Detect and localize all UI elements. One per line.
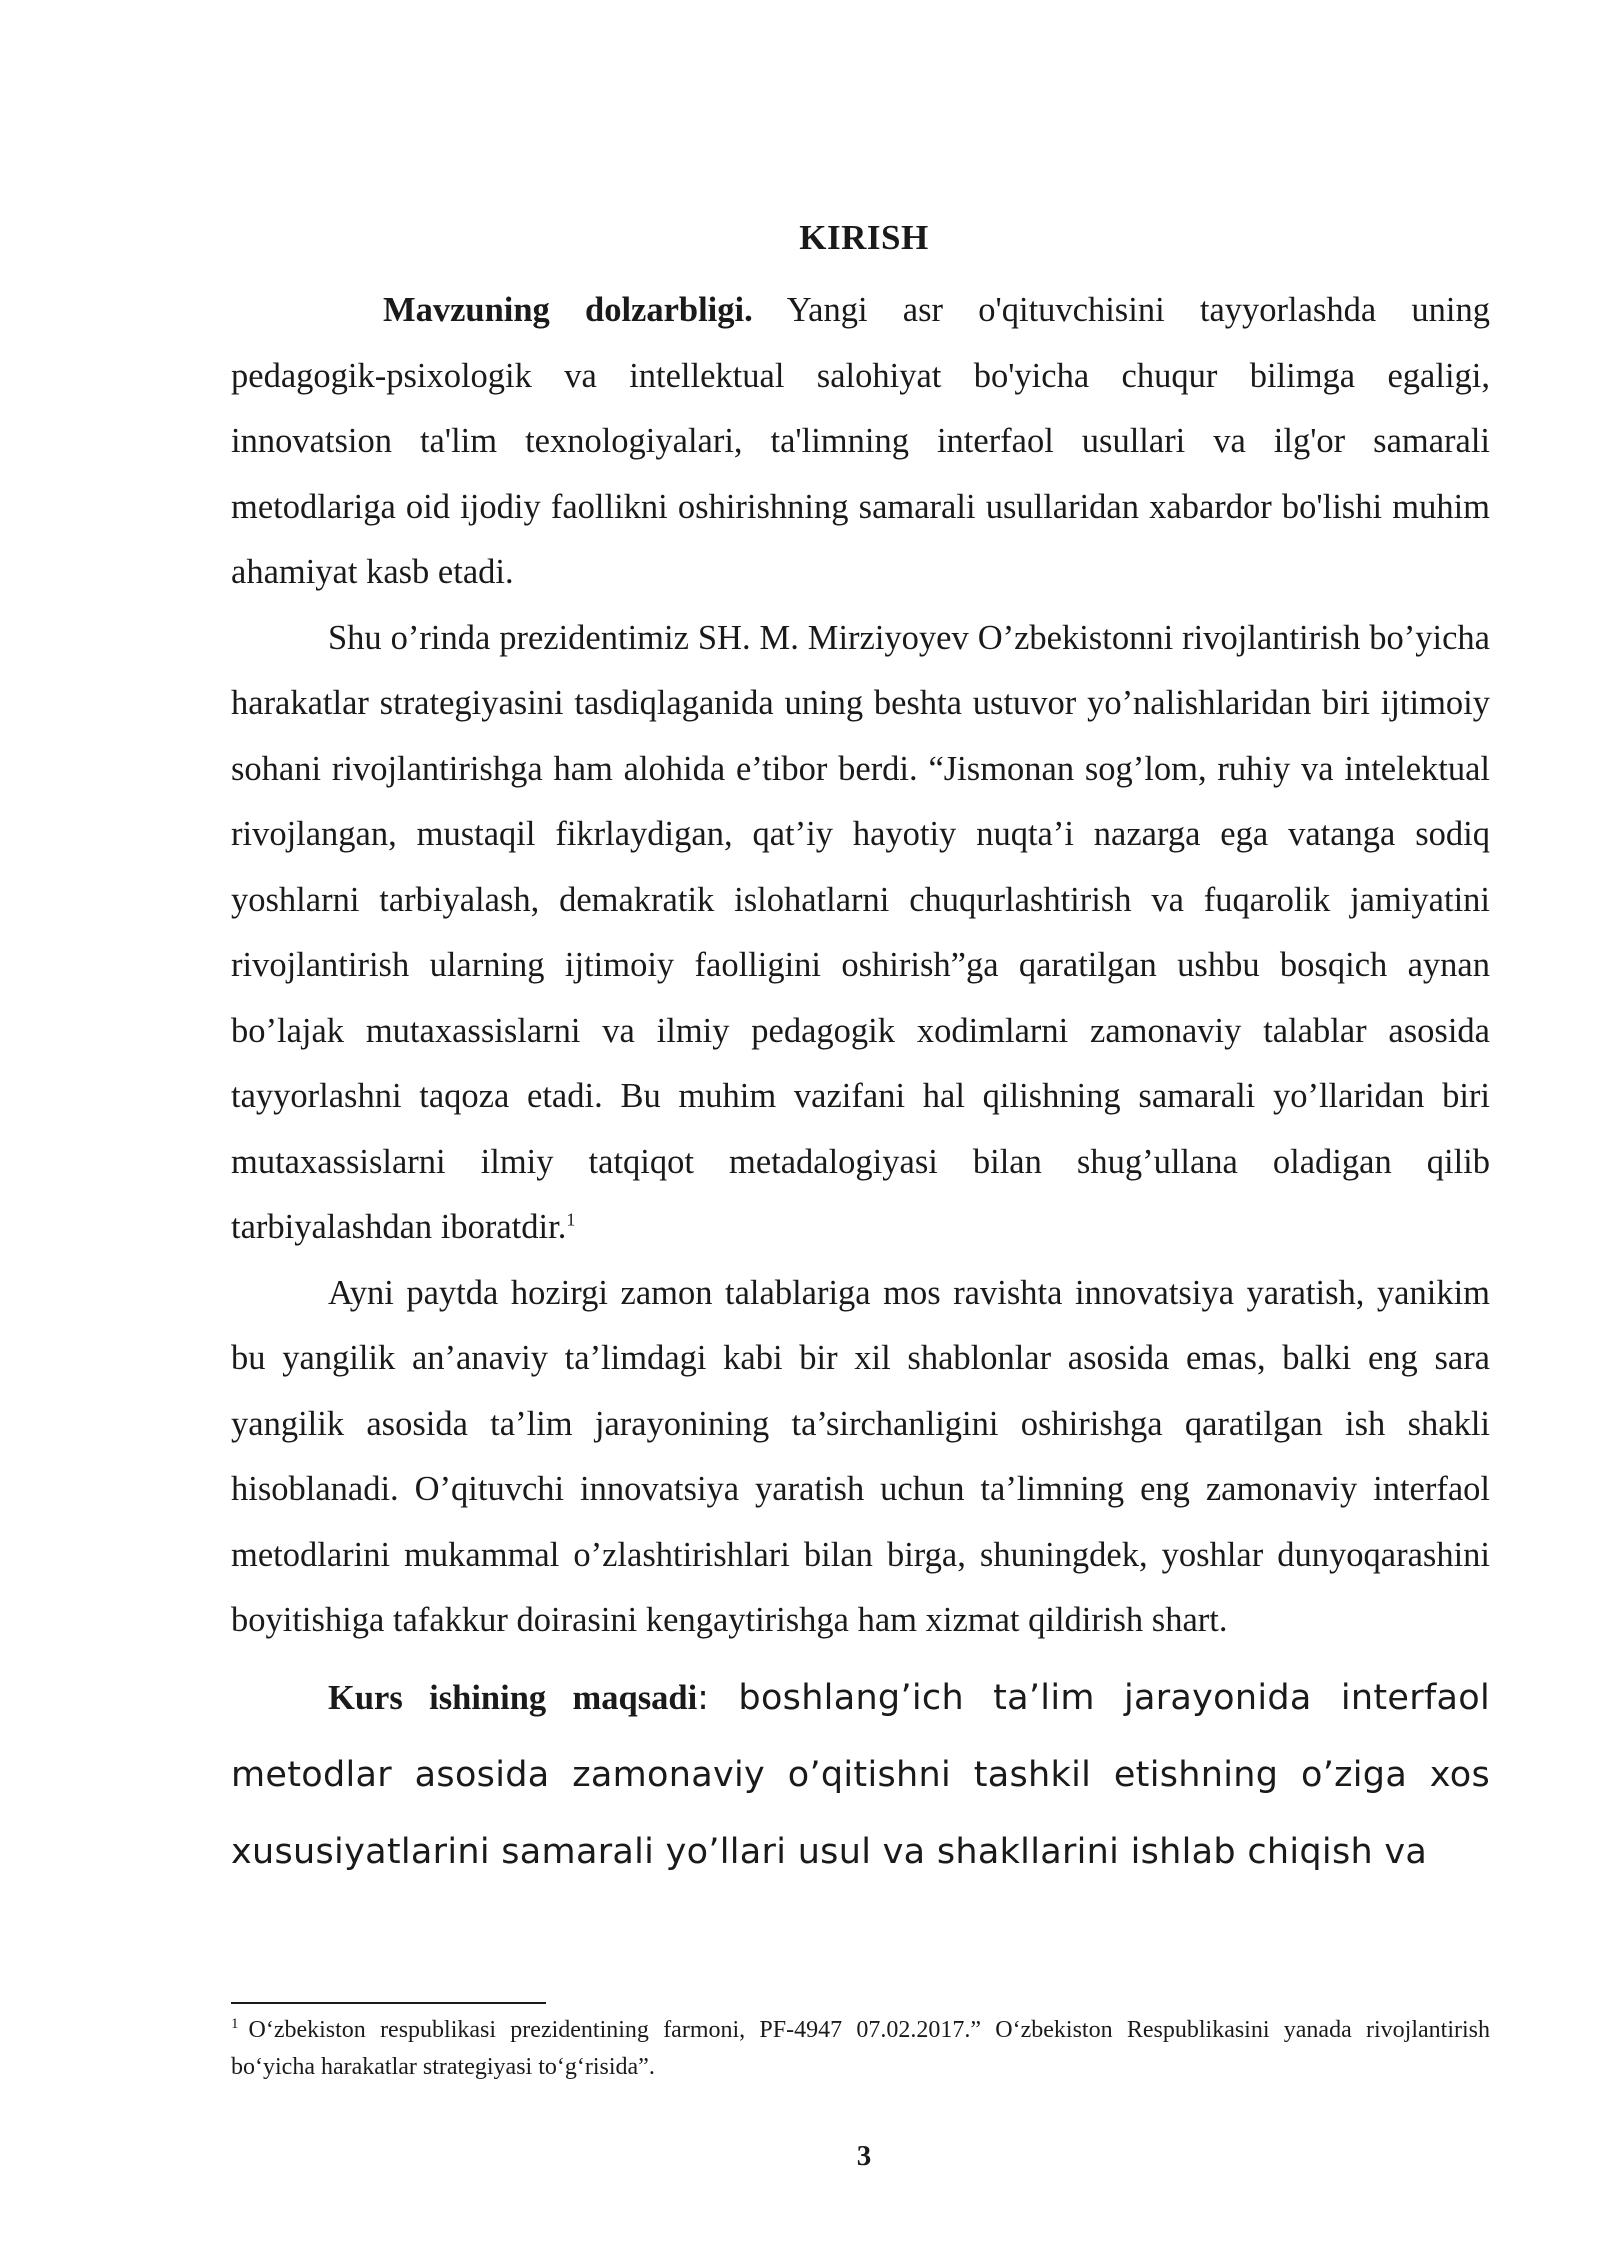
paragraph-lead: Mavzuning dolzarbligi. bbox=[383, 291, 753, 329]
paragraph-innovation bbox=[231, 1261, 1490, 1654]
footnote bbox=[231, 2012, 1490, 2086]
page-number: 3 bbox=[856, 2140, 872, 2172]
paragraph-text: Yangi asr o'qituvchisini tayyorlashda uning pedagogik-psixologik va intellektual salohiyat bo'yicha chuqur bilimga egaligi, innovatsion ta'lim texnologiyalari, ta'limning interfaol usullari va ilg'or samarali metodlariga oid ijodiy faollikni oshirishning samarali usullaridan xabardor bo'lishi muhim ahamiyat kasb etadi. bbox=[231, 291, 1490, 591]
paragraph-strategy bbox=[231, 606, 1490, 1261]
paragraph-text: Shu o’rinda prezidentimiz SH. M. Mirziyoyev O’zbekistonni rivojlantirish bo’yicha harakatlar strategiyasini tasdiqlaganida uning beshta ustuvor yo’nalishlaridan biri ijtimoiy sohani rivojlantirishga ham alohida e’tibor berdi. “Jismonan sog’lom, ruhiy va intelektual rivojlangan, mustaqil fikrlaydigan, qat’iy hayotiy nuqta’i nazarga ega vatanga sodiq yoshlarni tarbiyalash, demakratik islohatlarni chuqurlashtirish va fuqarolik jamiyatini rivojlantirish ularning ijtimoiy faolligini oshirish”ga qaratilgan ushbu bosqich aynan bo’lajak mutaxassislarni va ilmiy pedagogik xodimlarni zamonaviy talablar asosida tayyorlashni taqoza etadi. Bu muhim vazifani hal qilishning samarali yo’llaridan biri mutaxassislarni ilmiy tatqiqot metadalogiyasi bilan shug’ullana oladigan qilib tarbiyalashdan iboratdir. bbox=[231, 618, 1490, 1246]
paragraph-lead: Kurs ishining maqsadi bbox=[328, 1678, 698, 1717]
footnote-reference[interactable]: 1 bbox=[566, 1209, 576, 1230]
footnote-marker: 1 bbox=[231, 2016, 239, 2032]
section-heading: KIRISH bbox=[799, 218, 929, 257]
paragraph-goal bbox=[231, 1660, 1490, 1891]
paragraph-text: Ayni paytda hozirgi zamon talablariga mos ravishta innovatsiya yaratish, yanikim bu yangilik an’anaviy ta’limdagi kabi bir xil shablonlar asosida emas, balki eng sara yangilik asosida ta’lim jarayonining ta’sirchanligini oshirishga qaratilgan ish shakli hisoblanadi. O’qituvchi innovatsiya yaratish uchun ta’limning eng zamonaviy interfaol metodlarini mukammal o’zlashtirishlari bilan birga, shuningdek, yoshlar dunyoqarashini boyitishiga tafakkur doirasini kengaytirishga ham xizmat qildirish shart. bbox=[231, 1273, 1490, 1639]
footnote-text: O‘zbekiston respublikasi prezidentining farmoni, PF-4947 07.02.2017.” O‘zbekiston Respublikasini yanada rivojlantirish bo‘yicha harakatlar strategiyasi to‘g‘risida”. bbox=[231, 2017, 1490, 2080]
paragraph-relevance bbox=[231, 278, 1490, 606]
body-text bbox=[231, 278, 1490, 1891]
paragraph-text: : boshlang’ich ta’lim jarayonida interfaol metodlar asosida zamonaviy o’qitishni tashkil etishning o’ziga xos xususiyatlarini samarali yo’llari usul va shakllarini ishlab chiqish va bbox=[231, 1677, 1490, 1872]
footnote-separator bbox=[231, 2002, 546, 2004]
